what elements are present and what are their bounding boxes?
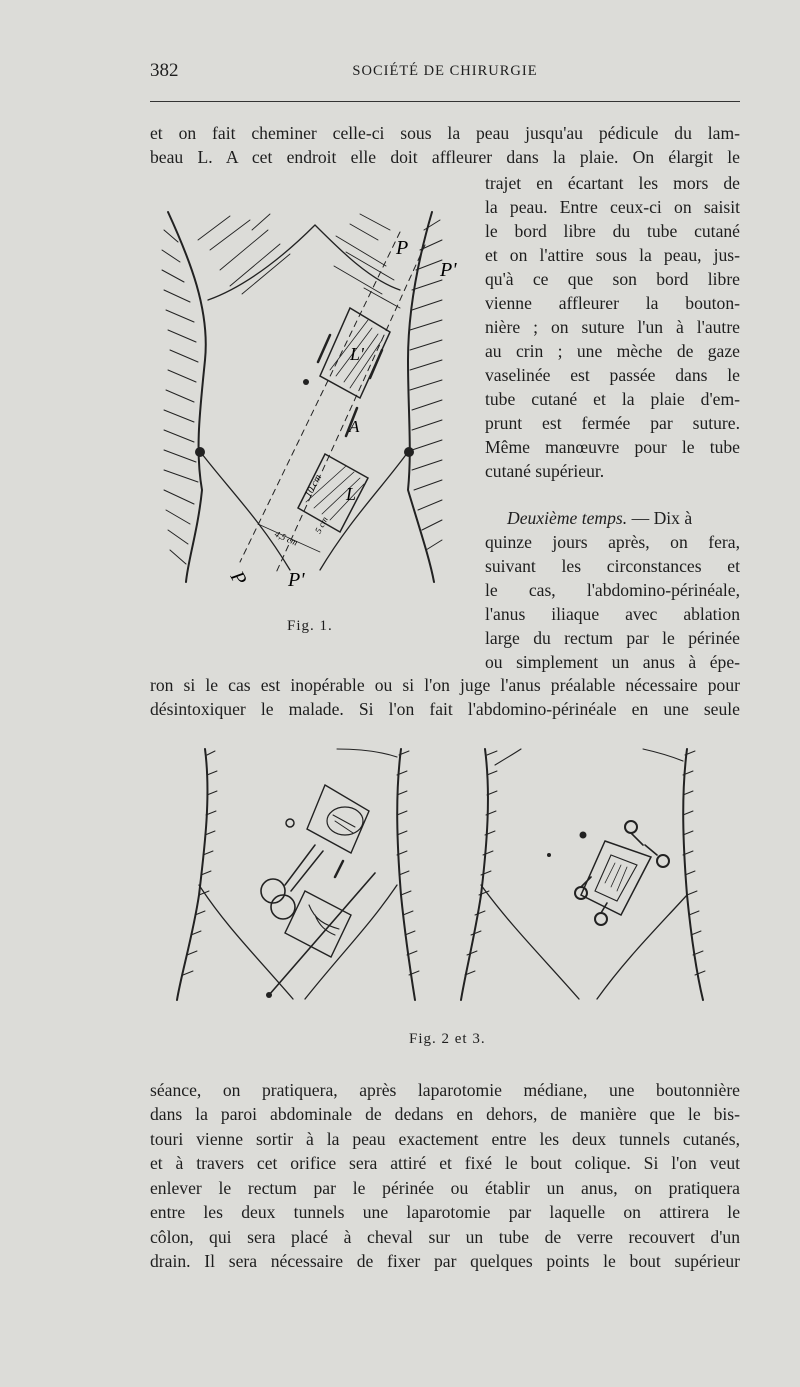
text-line: cutané supérieur. bbox=[485, 461, 605, 481]
fig1-caption: Fig. 1. bbox=[287, 618, 333, 634]
text-line: entre les deux tunnels une laparotomie par laquelle on attirera le bbox=[150, 1202, 740, 1222]
text-line: la peau. Entre ceux-ci on saisit bbox=[485, 197, 740, 217]
text-line: tube cutané et la plaie d'em- bbox=[485, 389, 740, 409]
text-line: et on fait cheminer celle-ci sous la peau jusqu'au pédicule du lam- bbox=[150, 123, 740, 143]
figure-2 bbox=[165, 745, 425, 1005]
figure-1 bbox=[150, 190, 457, 610]
fig1-label-dim-10cm: 10 cm bbox=[302, 472, 324, 500]
section-heading-line bbox=[507, 506, 740, 530]
fig1-label-dim-45cm: 4,5 cm bbox=[273, 528, 300, 548]
header-rule bbox=[150, 101, 740, 102]
text-line: quinze jours après, on fera, bbox=[485, 532, 740, 552]
text-line: ou simplement un anus à épe- bbox=[485, 652, 740, 672]
text-line: beau L. A cet endroit elle doit affleurer dans la plaie. On élargit le bbox=[150, 147, 740, 167]
fig1-label-p-bottom-1: P bbox=[225, 567, 251, 590]
text-line: côlon, qui sera placé à cheval sur un tube de verre recouvert d'un bbox=[150, 1227, 740, 1247]
text-line: et à travers cet orifice sera attiré et fixé le bout colique. Si l'on veut bbox=[150, 1153, 740, 1173]
section-heading: Deuxième temps. bbox=[507, 508, 628, 528]
text-line: le bord libre du tube cutané bbox=[485, 221, 740, 241]
text-line: le cas, l'abdomino-périnéale, bbox=[485, 580, 740, 600]
figure-3 bbox=[455, 745, 735, 1005]
text-line: ron si le cas est inopérable ou si l'on juge l'anus préalable nécessaire pour bbox=[150, 675, 740, 695]
fig23-caption: Fig. 2 et 3. bbox=[409, 1031, 486, 1047]
text-line: vaselinée est passée dans le bbox=[485, 365, 740, 385]
text-line: vienne affleurer la bouton- bbox=[485, 293, 740, 313]
fig1-label-a: A bbox=[349, 417, 360, 436]
text-line: qu'à ce que son bord libre bbox=[485, 269, 740, 289]
fig1-label-p-top-1: P bbox=[396, 237, 409, 259]
page-number: 382 bbox=[150, 60, 179, 81]
text-line: l'anus iliaque avec ablation bbox=[485, 604, 740, 624]
fig1-label-l-upper: L' bbox=[350, 344, 364, 364]
text-line: drain. Il sera nécessaire de fixer par quelques points le bout supérieur bbox=[150, 1251, 740, 1271]
text-line: enlever le rectum par le périnée ou établir un anus, on pratiquera bbox=[150, 1178, 740, 1198]
page-header bbox=[150, 60, 740, 90]
running-title: SOCIÉTÉ DE CHIRURGIE bbox=[352, 63, 538, 79]
fig1-label-l-lower: L bbox=[346, 484, 357, 504]
fig1-label-dim-5cm: 5 cm bbox=[312, 515, 330, 535]
text-line: suivant les circonstances et bbox=[485, 556, 740, 576]
text-line: dans la paroi abdominale de dedans en dehors, de manière que le bis- bbox=[150, 1104, 740, 1124]
text-line: trajet en écartant les mors de bbox=[485, 173, 740, 193]
text-line: et on l'attire sous la peau, jus- bbox=[485, 245, 740, 265]
text-line: séance, on pratiquera, après laparotomie médiane, une boutonnière bbox=[150, 1080, 740, 1100]
text-line: prunt est fermée par suture. bbox=[485, 413, 740, 433]
fig1-label-p-top-2: P' bbox=[440, 259, 457, 281]
fig1-label-p-bottom-2: P' bbox=[288, 569, 305, 591]
section-heading-rest: — Dix à bbox=[627, 508, 693, 528]
text-line: au crin ; une mèche de gaze bbox=[485, 341, 740, 361]
text-line: touri vienne sortir à la peau exactement entre les deux tunnels cutanés, bbox=[150, 1129, 740, 1149]
text-line: désintoxiquer le malade. Si l'on fait l'abdomino-périnéale en une seule bbox=[150, 699, 740, 719]
text-line: nière ; on suture l'un à l'autre bbox=[485, 317, 740, 337]
text-line: Même manœuvre pour le tube bbox=[485, 437, 740, 457]
text-line: large du rectum par le périnée bbox=[485, 628, 740, 648]
